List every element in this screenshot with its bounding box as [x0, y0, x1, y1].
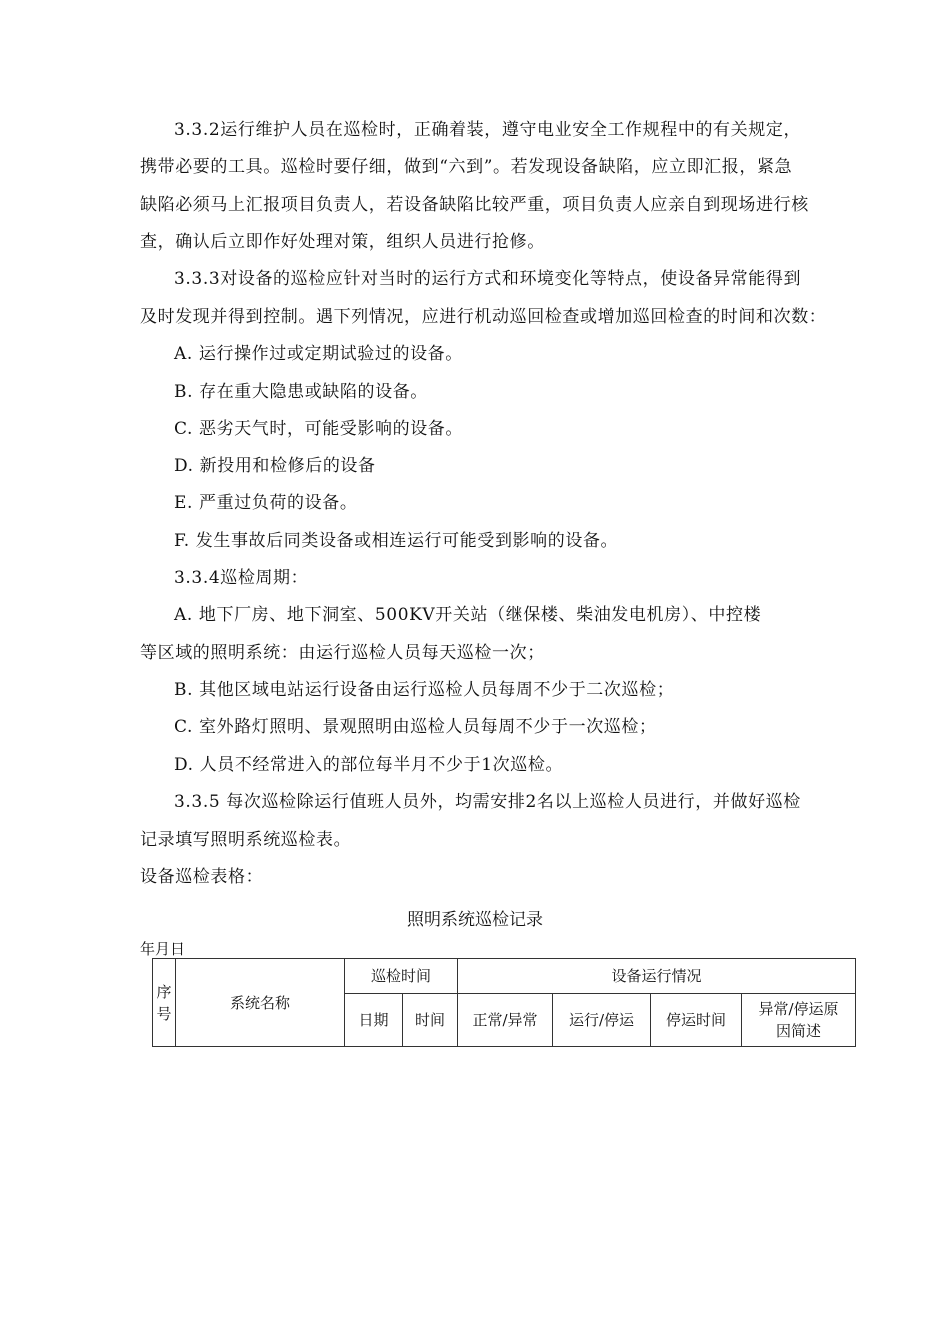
list-item: B. 其他区域电站运行设备由运行巡检人员每周不少于二次巡检；	[174, 680, 675, 700]
list-item: F. 发生事故后同类设备或相连运行可能受到影响的设备。	[174, 531, 619, 551]
table-header-row	[153, 959, 856, 994]
paragraph-line: 3.3.2运行维护人员在巡检时，正确着装，遵守电业安全工作规程中的有关规定，	[174, 120, 802, 140]
paragraph-line: 等区域的照明系统：由运行巡检人员每天巡检一次；	[140, 643, 545, 663]
list-item: C. 恶劣天气时，可能受影响的设备。	[174, 419, 464, 439]
list-item: A. 运行操作过或定期试验过的设备。	[174, 344, 463, 364]
header-date: 日期	[345, 994, 403, 1047]
header-reason-line2: 因简述	[776, 1022, 822, 1040]
header-time: 时间	[403, 994, 458, 1047]
header-inspection-time: 巡检时间	[345, 959, 458, 994]
paragraph-line: 3.3.3对设备的巡检应针对当时的运行方式和环境变化等特点，使设备异常能得到	[174, 269, 802, 289]
date-label: 年月日	[140, 940, 186, 958]
paragraph-line: 缺陷必须马上汇报项目负责人，若设备缺陷比较严重，项目负责人应亲自到现场进行核	[140, 195, 809, 215]
paragraph-line: 携带必要的工具。巡检时要仔细，做到“六到”。若发现设备缺陷，应立即汇报，紧急	[140, 157, 793, 177]
header-reason-line1: 异常/停运原	[758, 1000, 839, 1018]
header-stop-time: 停运时间	[651, 994, 742, 1047]
paragraph-line: 记录填写照明系统巡检表。	[140, 830, 352, 850]
header-seq: 序号	[153, 959, 176, 1047]
header-normal-abnormal: 正常/异常	[458, 994, 553, 1047]
list-item: D. 人员不经常进入的部位每半月不少于1次巡检。	[174, 755, 564, 775]
paragraph-line: 3.3.5 每次巡检除运行值班人员外，均需安排2名以上巡检人员进行，并做好巡检	[174, 792, 801, 812]
header-reason	[742, 994, 856, 1047]
list-item: D. 新投用和检修后的设备	[174, 456, 376, 476]
header-run-stop: 运行/停运	[553, 994, 651, 1047]
section-heading: 3.3.4巡检周期：	[174, 568, 309, 588]
paragraph-line: 查，确认后立即作好处理对策，组织人员进行抢修。	[140, 232, 545, 252]
list-item: B. 存在重大隐患或缺陷的设备。	[174, 382, 428, 402]
paragraph-line: 设备巡检表格：	[140, 867, 264, 887]
list-item: E. 严重过负荷的设备。	[174, 493, 358, 513]
header-system-name: 系统名称	[176, 959, 345, 1047]
inspection-table	[152, 958, 856, 1047]
header-equipment-status: 设备运行情况	[458, 959, 856, 994]
paragraph-line: 及时发现并得到控制。遇下列情况，应进行机动巡回检查或增加巡回检查的时间和次数：	[140, 307, 827, 327]
form-title: 照明系统巡检记录	[407, 910, 543, 930]
list-item: A. 地下厂房、地下洞室、500KV开关站（继保楼、柴油发电机房）、中控楼	[174, 605, 762, 625]
list-item: C. 室外路灯照明、景观照明由巡检人员每周不少于一次巡检；	[174, 717, 657, 737]
